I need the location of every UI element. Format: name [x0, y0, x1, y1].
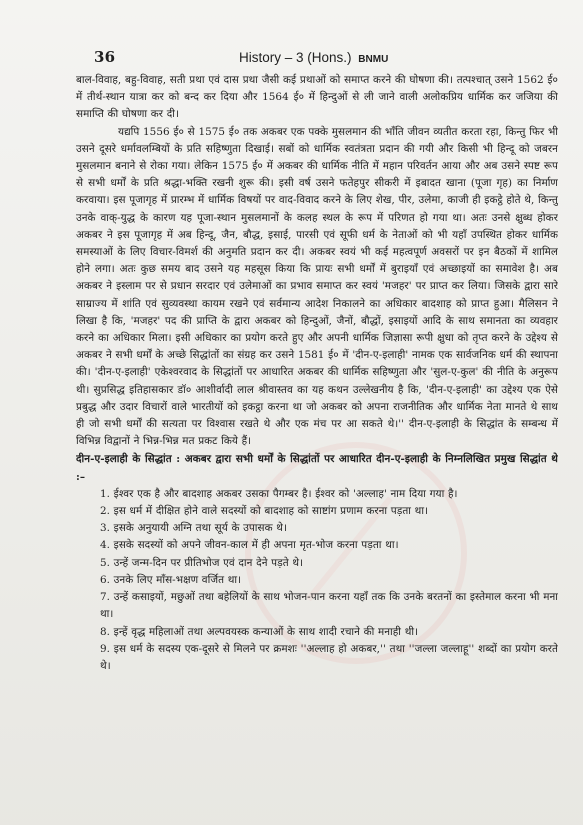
list-item: 9. इस धर्म के सदस्य एक-दूसरे से मिलने पर क्रमशः ''अल्लाह हो अकबर,'' तथा ''जल्ला जल्लाहू'' शब्दों का प्रयोग करते थे।: [100, 642, 558, 672]
running-title-main: History – 3 (Hons.): [239, 50, 352, 65]
list-item: 5. उन्हें जन्म-दिन पर प्रीतिभोज एवं दान देने पड़ते थे।: [100, 556, 304, 569]
list-item: 6. उनके लिए माँस-भक्षण वर्जित था।: [100, 573, 242, 586]
list-item: 8. इन्हें वृद्ध महिलाओं तथा अल्पवयस्क कन्याओं के साथ शादी रचाने की मनाही थी।: [100, 625, 419, 638]
list-item: 7. उन्हें कसाइयों, मछुओं तथा बहेलियों के साथ भोजन-पान करना यहाँ तक कि उनके बरतनों का इस्तेमाल करना भी मना था।: [100, 591, 558, 621]
section-heading: दीन-ए-इलाही के सिद्धांत : अकबर द्वारा सभी धर्मों के सिद्धांतों पर आधारित दीन-ए-इलाही के निम्नलिखित प्रमुख सिद्धांत थे :–: [76, 453, 558, 483]
list-item: 1. ईश्वर एक है और बादशाह अकबर उसका पैगम्बर है। ईश्वर को 'अल्लाह' नाम दिया गया है।: [100, 487, 458, 500]
paragraph: बाल-विवाह, बहु-विवाह, सती प्रथा एवं दास प्रथा जैसी कई प्रथाओं को समाप्त करने की घोषणा की। तत्पश्चात् उसने 1562 ई० में तीर्थ-स्थान यात्रा कर को बन्द कर दिया और 1564 ई० में हिन्दुओं से ली जाने वाली अलोकप्रिय धार्मिक कर जजिया की समाप्ति की घोषणा कर दी।: [76, 74, 558, 121]
page-header: [94, 48, 531, 68]
body-text: [76, 72, 558, 817]
list-item: 3. इसके अनुयायी अग्नि तथा सूर्य के उपासक थे।: [100, 522, 287, 535]
page-number: 36: [94, 48, 116, 66]
paragraph: यद्यपि 1556 ई० से 1575 ई० तक अकबर एक पक्के मुसलमान की भाँति जीवन व्यतीत करता रहा, किन्तु फिर भी उसने दूसरे धर्मावलम्बियों के प्रति सहिष्णुता दिखाई। सबों को धार्मिक स्वतंत्रता प्रदान की गयी और किसी भी हिन्दू को जबरन मुसलमान बनाने से रोका गया। लेकिन 1575 ई० में अकबर की धार्मिक नीति में महान परिवर्तन आया और अब उसने स्पष्ट रूप से सभी धर्मों के प्रति श्रद्धा-भक्ति रखनी शुरू की। इसी वर्ष उसने फतेहपुर सीकरी में इबादत खाना (पूजा गृह) का निर्माण करवाया। इस पूजागृह में प्रारम्भ में धार्मिक विषयों पर वाद-विवाद करने के लिए शेख, पीर, उलेमा, काजी ही इकट्ठे होते थे, किन्तु उनके वाक्-युद्ध के कारण यह पूजा-स्थान मुसलमानों के कलह स्थल के रूप में परिणत हो गया था। अतः उनसे क्षुब्ध होकर अकबर ने इस पूजागृह में अब हिन्दू, जैन, बौद्ध, इसाई, पारसी एवं सूफी धर्म के नेताओं को भी यहाँ उपस्थित होकर धार्मिक समस्याओं के लिए विचार-विमर्श की अनुमति प्रदान कर दी। अकबर स्वयं भी कई महत्वपूर्ण अवसरों पर इन बैठकों में शामिल होने लगा। अतः कुछ समय बाद उसने यह महसूस किया कि प्रायः सभी धर्मों में बुराइयाँ एवं अच्छाइयों का समावेश है। अब अकबर ने इस्लाम पर से प्रधान सरदार एवं उलेमाओं का प्रभाव समाप्त कर स्वयं 'मजहर' पर प्राप्त कर लिया। जिसके द्वारा सारे साम्राज्य में शांति एवं सुव्यवस्था कायम रखने एवं सर्वमान्य आदेश निकालने का अधिकार बादशाह को प्राप्त हुआ। मैलिसन ने लिखा है कि, 'मजहर' पद की प्राप्ति के द्वारा अकबर को हिन्दुओं, जैनों, बौद्धों, इसाइयों आदि के साथ समानता का व्यवहार करने का अधिकार मिला। इसी अधिकार का प्रयोग करते हुए और अपनी धार्मिक जिज्ञासा रूपी क्षुधा को तृप्त करने के उद्देश्य से अकबर ने सभी धर्मों के अच्छे सिद्धांतों का संग्रह कर उसने 1581 ई० में 'दीन-ए-इलाही' नामक एक सार्वजनिक धर्म की स्थापना की। 'दीन-ए-इलाही' एकेश्वरवाद के सिद्धांतों पर आधारित अकबर की धार्मिक सहिष्णुता और 'सुल-ए-कुल' की नीति के अनुरूप थी। सुप्रसिद्ध इतिहासकार डॉ० आशीर्वादी लाल श्रीवास्तव का यह कथन उल्लेखनीय है कि, 'दीन-ए-इलाही' का उद्देश्य एक ऐसे प्रबुद्ध और उदार विचारों वाले भारतीयों को इकट्ठा करना था जो अकबर को अपना राजनीतिक और धार्मिक नेता मानते थे साथ ही जो सभी धर्मों की सत्यता पर विश्वास रखते थे और एक मंच पर आ सकते थे।'' दीन-ए-इलाही के सिद्धांत के सम्बन्ध में विभिन्न विद्वानों ने भिन्न-भिन्न मत प्रकट किये हैं।: [76, 125, 558, 448]
list-item: 2. इस धर्म में दीक्षित होने वाले सदस्यों को बादशाह को साष्टांग प्रणाम करना पड़ता था।: [100, 505, 429, 518]
principles-list: [76, 486, 558, 675]
running-title: [239, 50, 388, 65]
running-title-small: BNMU: [358, 54, 389, 65]
list-item: 4. इसके सदस्यों को अपने जीवन-काल में ही अपना मृत-भोज करना पड़ता था।: [100, 539, 399, 552]
